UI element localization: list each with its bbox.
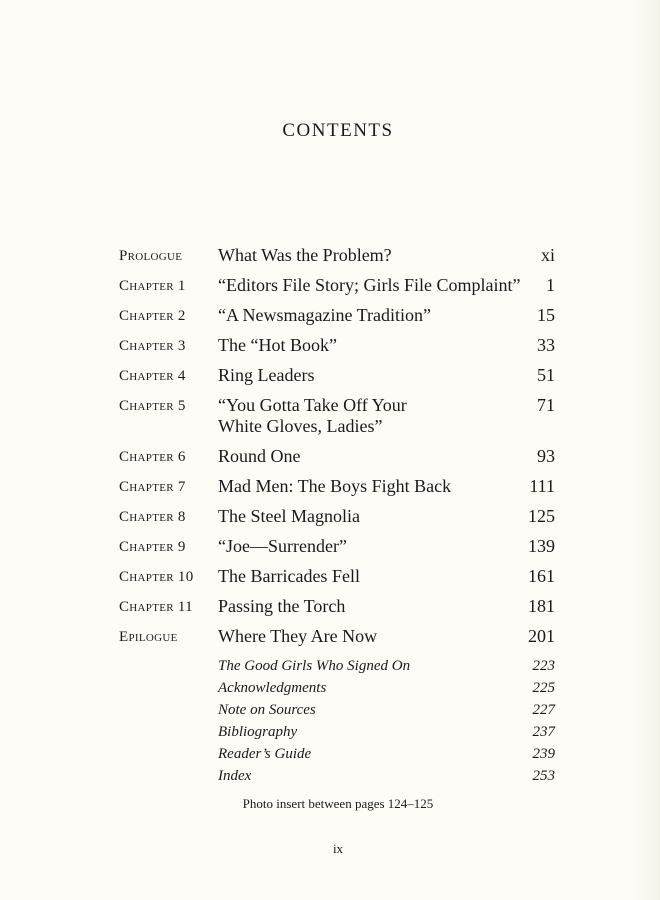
toc-row-epilogue[interactable] bbox=[119, 622, 555, 652]
toc-page-number: 1 bbox=[546, 275, 555, 295]
toc-page-number: 181 bbox=[528, 596, 555, 616]
toc-label: Chapter 9 bbox=[119, 539, 186, 555]
toc-label: Chapter 11 bbox=[119, 599, 193, 615]
toc-row-chapter-8[interactable] bbox=[119, 502, 555, 532]
back-matter-page-number: 223 bbox=[532, 658, 555, 674]
back-matter-item[interactable] bbox=[218, 655, 555, 677]
back-matter-page-number: 253 bbox=[532, 768, 555, 784]
toc-page-number: 161 bbox=[528, 566, 555, 586]
toc-page-number: 33 bbox=[537, 335, 555, 355]
toc-label: Chapter 10 bbox=[119, 569, 194, 585]
table-of-contents bbox=[119, 241, 555, 652]
back-matter-item[interactable] bbox=[218, 765, 555, 787]
toc-page-number: 71 bbox=[537, 395, 555, 415]
back-matter-item[interactable] bbox=[218, 699, 555, 721]
back-matter-title: Acknowledgments bbox=[218, 680, 327, 696]
page-title: CONTENTS bbox=[282, 120, 394, 141]
back-matter-title: Reader’s Guide bbox=[218, 746, 312, 762]
toc-label: Chapter 4 bbox=[119, 368, 186, 384]
toc-label: Chapter 2 bbox=[119, 308, 186, 324]
toc-row-chapter-1[interactable] bbox=[119, 271, 555, 301]
toc-label: Prologue bbox=[119, 248, 183, 264]
toc-title: Passing the Torch bbox=[218, 596, 346, 616]
toc-title: Where They Are Now bbox=[218, 626, 378, 646]
toc-row-chapter-11[interactable] bbox=[119, 592, 555, 622]
toc-row-chapter-4[interactable] bbox=[119, 361, 555, 391]
toc-label: Chapter 1 bbox=[119, 278, 186, 294]
toc-label: Chapter 8 bbox=[119, 509, 186, 525]
toc-page-number: 139 bbox=[528, 536, 555, 556]
toc-title: The Barricades Fell bbox=[218, 566, 360, 586]
toc-page-number: 93 bbox=[537, 446, 555, 466]
page-folio: ix bbox=[332, 841, 344, 856]
toc-title: “A Newsmagazine Tradition” bbox=[218, 305, 431, 325]
back-matter-page-number: 227 bbox=[532, 702, 555, 718]
back-matter-page-number: 225 bbox=[532, 680, 555, 696]
toc-row-chapter-10[interactable] bbox=[119, 562, 555, 592]
toc-page-number: 201 bbox=[528, 626, 555, 646]
toc-label: Chapter 6 bbox=[119, 449, 186, 465]
toc-title: “You Gotta Take Off Your White Gloves, Ladies” bbox=[218, 395, 407, 436]
toc-title: Ring Leaders bbox=[218, 365, 315, 385]
toc-row-chapter-5[interactable] bbox=[119, 391, 555, 442]
photo-insert-note: Photo insert between pages 124–125 bbox=[242, 796, 434, 811]
toc-title: Mad Men: The Boys Fight Back bbox=[218, 476, 452, 496]
toc-title: What Was the Problem? bbox=[218, 245, 392, 265]
toc-title: “Joe—Surrender” bbox=[218, 536, 347, 556]
toc-title: “Editors File Story; Girls File Complaint” bbox=[218, 275, 521, 295]
back-matter-title: The Good Girls Who Signed On bbox=[218, 658, 411, 674]
toc-row-chapter-6[interactable] bbox=[119, 442, 555, 472]
back-matter-item[interactable] bbox=[218, 743, 555, 765]
back-matter-title: Index bbox=[218, 768, 252, 784]
back-matter-title: Bibliography bbox=[218, 724, 298, 740]
toc-page-number: 15 bbox=[537, 305, 555, 325]
toc-page-number: xi bbox=[540, 245, 555, 265]
toc-row-chapter-3[interactable] bbox=[119, 331, 555, 361]
back-matter-page-number: 239 bbox=[532, 746, 555, 762]
toc-page-number: 111 bbox=[529, 476, 555, 496]
back-matter-item[interactable] bbox=[218, 721, 555, 743]
toc-page-number: 51 bbox=[537, 365, 555, 385]
back-matter-item[interactable] bbox=[218, 677, 555, 699]
toc-title: The Steel Magnolia bbox=[218, 506, 360, 526]
toc-label: Epilogue bbox=[119, 629, 178, 645]
back-matter-list bbox=[218, 655, 555, 787]
toc-label: Chapter 7 bbox=[119, 479, 186, 495]
toc-page-number: 125 bbox=[528, 506, 555, 526]
toc-title: The “Hot Book” bbox=[218, 335, 337, 355]
toc-label: Chapter 3 bbox=[119, 338, 186, 354]
toc-row-chapter-2[interactable] bbox=[119, 301, 555, 331]
back-matter-title: Note on Sources bbox=[218, 702, 316, 718]
toc-row-chapter-7[interactable] bbox=[119, 472, 555, 502]
toc-title: Round One bbox=[218, 446, 301, 466]
toc-row-prologue[interactable] bbox=[119, 241, 555, 271]
toc-row-chapter-9[interactable] bbox=[119, 532, 555, 562]
back-matter-page-number: 237 bbox=[532, 724, 555, 740]
toc-label: Chapter 5 bbox=[119, 398, 186, 414]
